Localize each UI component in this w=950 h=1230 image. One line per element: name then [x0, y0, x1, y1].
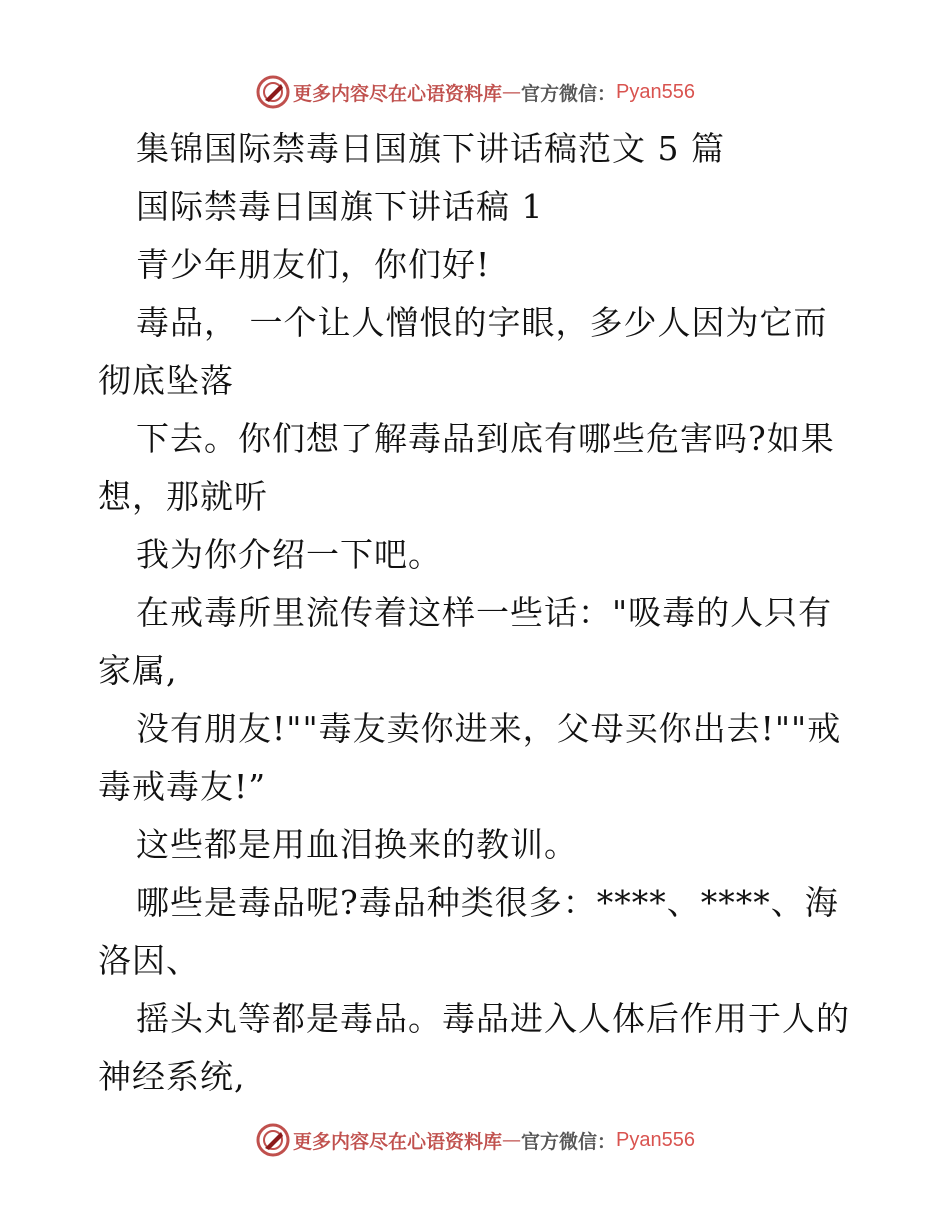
banner-label: 官方微信： — [521, 82, 617, 105]
banner-brand: 更多内容尽在心语资料库 — [293, 1130, 503, 1153]
banner-dash: — — [502, 81, 522, 103]
paragraph-line: 这些都是用血泪换来的教训。 — [136, 825, 578, 864]
banner-label: 官方微信： — [521, 1130, 617, 1153]
banner-dash: — — [502, 1129, 522, 1151]
paragraph-line: 下去。你们想了解毒品到底有哪些危害吗?如果 — [136, 419, 835, 458]
paragraph-line: 青少年朋友们，你们好! — [136, 245, 491, 284]
banner-wechat-id: Pyan556 — [616, 1128, 695, 1151]
paragraph-line: 毒戒毒友!” — [98, 767, 267, 806]
paragraph-line: 没有朋友!""毒友卖你进来，父母买你出去!""戒 — [136, 709, 842, 748]
brand-logo-icon — [255, 1122, 291, 1158]
document-body — [98, 120, 868, 1106]
footer-banner — [0, 1120, 950, 1160]
paragraph-line: 神经系统, — [98, 1057, 246, 1096]
doc-title: 集锦国际禁毒日国旗下讲话稿范文 5 篇 — [136, 129, 725, 168]
banner-brand: 更多内容尽在心语资料库 — [293, 82, 503, 105]
paragraph-line: 毒品， 一个让人憎恨的字眼，多少人因为它而 — [136, 303, 828, 342]
header-banner — [0, 72, 950, 112]
paragraph-line: 彻底坠落 — [98, 361, 234, 400]
paragraph-line: 家属, — [98, 651, 178, 690]
brand-logo-icon — [255, 74, 291, 110]
paragraph-line: 哪些是毒品呢?毒品种类很多：****、****、海 — [136, 883, 839, 922]
paragraph-line: 摇头丸等都是毒品。毒品进入人体后作用于人的 — [136, 999, 850, 1038]
banner-wechat-id: Pyan556 — [616, 80, 695, 103]
paragraph-line: 洛因、 — [98, 941, 200, 980]
section-heading: 国际禁毒日国旗下讲话稿 1 — [136, 187, 544, 226]
paragraph-line: 在戒毒所里流传着这样一些话："吸毒的人只有 — [136, 593, 833, 632]
paragraph-line: 想，那就听 — [98, 477, 268, 516]
paragraph-line: 我为你介绍一下吧。 — [136, 535, 442, 574]
